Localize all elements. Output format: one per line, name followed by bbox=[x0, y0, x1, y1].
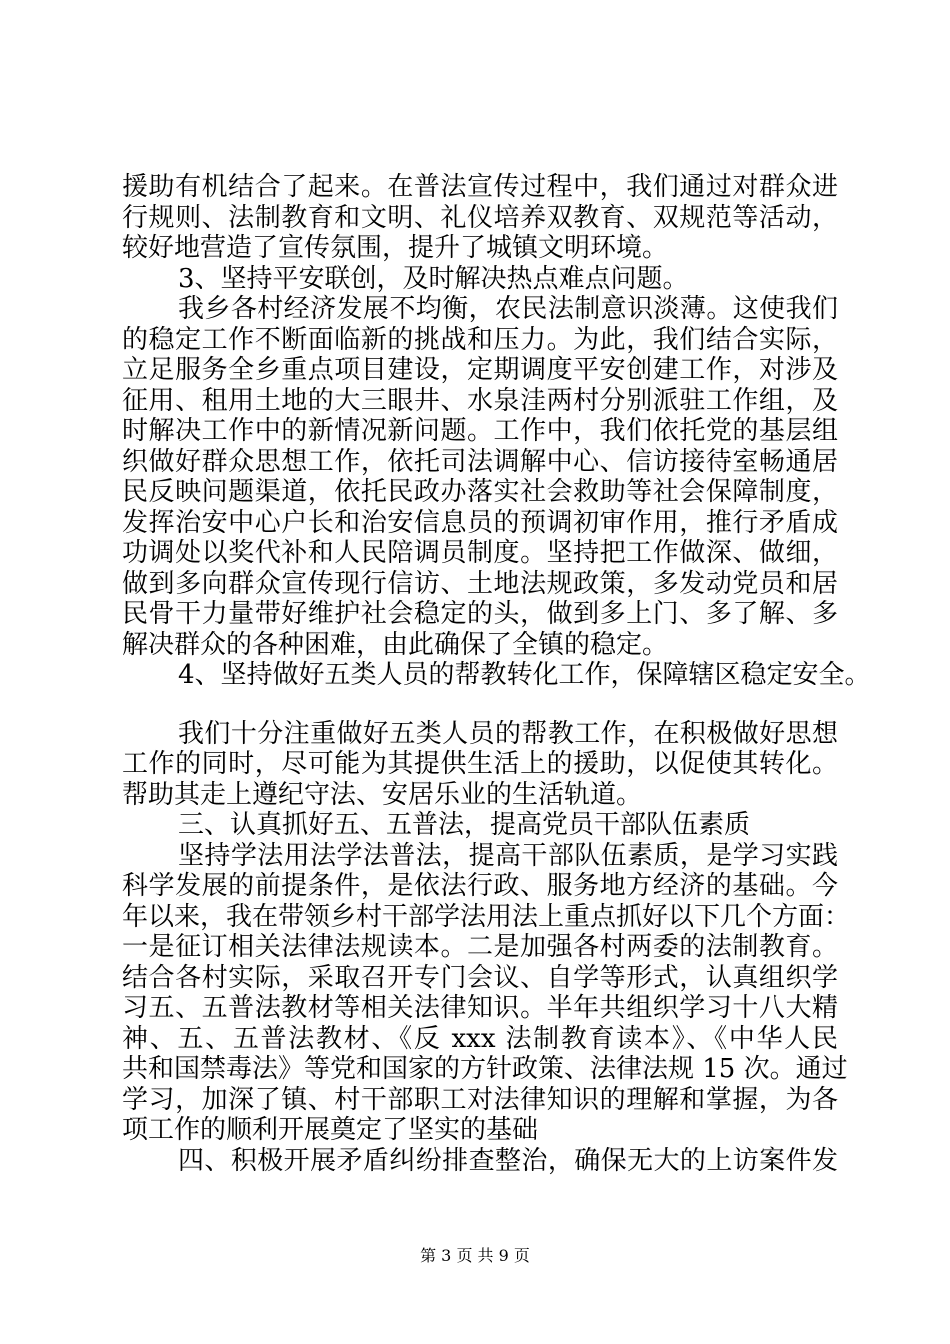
text-line: 工作的同时，尽可能为其提供生活上的援助，以促使其转化。 bbox=[122, 749, 838, 779]
text-line: 的稳定工作不断面临新的挑战和压力。为此，我们结合实际， bbox=[122, 324, 838, 355]
text-line: 结合各村实际，采取召开专门会议、自学等形式，认真组织学 bbox=[122, 962, 838, 993]
text-line: 民骨干力量带好维护社会稳定的头，做到多上门、多了解、多 bbox=[122, 599, 838, 629]
section-heading: 3、坚持平安联创，及时解决热点难点问题。 bbox=[178, 263, 689, 294]
text-line: 坚持学法用法学法普法，提高干部队伍素质，是学习实践 bbox=[178, 840, 838, 871]
text-line: 科学发展的前提条件，是依法行政、服务地方经济的基础。今 bbox=[122, 871, 838, 901]
text-line: 习五、五普法教材等相关法律知识。半年共组织学习十八大精 bbox=[122, 993, 838, 1023]
text-line: 征用、租用土地的大三眼井、水泉洼两村分别派驻工作组，及 bbox=[122, 385, 838, 416]
paragraph-gap bbox=[122, 691, 838, 719]
section-heading: 四、积极开展矛盾纠纷排查整治，确保无大的上访案件发 bbox=[178, 1145, 838, 1176]
section-heading: 三、认真抓好五、五普法，提高党员干部队伍素质 bbox=[178, 810, 751, 840]
text-line: 功调处以奖代补和人民陪调员制度。坚持把工作做深、做细， bbox=[122, 538, 838, 568]
text-line: 我们十分注重做好五类人员的帮教工作，在积极做好思想 bbox=[178, 718, 838, 749]
text-line: 行规则、法制教育和文明、礼仪培养双教育、双规范等活动， bbox=[122, 202, 838, 233]
text-line: 织做好群众思想工作，依托司法调解中心、信访接待室畅通居 bbox=[122, 446, 838, 477]
text-line: 解决群众的各种困难，由此确保了全镇的稳定。 bbox=[122, 629, 669, 660]
text-line: 援助有机结合了起来。在普法宣传过程中，我们通过对群众进 bbox=[122, 172, 838, 202]
page-number-footer: 第 3 页 共 9 页 bbox=[420, 1246, 530, 1265]
text-line: 项工作的顺利开展奠定了坚实的基础 bbox=[122, 1115, 539, 1145]
text-line: 做到多向群众宣传现行信访、土地法规政策，多发动党员和居 bbox=[122, 568, 838, 599]
text-line: 帮助其走上遵纪守法、安居乐业的生活轨道。 bbox=[122, 779, 643, 810]
text-line: 一是征订相关法律法规读本。二是加强各村两委的法制教育。 bbox=[122, 932, 838, 962]
text-line: 时解决工作中的新情况新问题。工作中，我们依托党的基层组 bbox=[122, 416, 838, 446]
text-line: 共和国禁毒法》等党和国家的方针政策、法律法规 15 次。通过 bbox=[122, 1054, 848, 1084]
text-line: 立足服务全乡重点项目建设，定期调度平安创建工作，对涉及 bbox=[122, 355, 838, 385]
text-line: 发挥治安中心户长和治安信息员的预调初审作用，推行矛盾成 bbox=[122, 507, 838, 538]
document-body bbox=[122, 172, 871, 1176]
section-heading: 4、坚持做好五类人员的帮教转化工作，保障辖区稳定安全。 bbox=[178, 660, 871, 690]
text-line: 学习，加深了镇、村干部职工对法律知识的理解和掌握，为各 bbox=[122, 1084, 838, 1115]
text-line: 我乡各村经济发展不均衡，农民法制意识淡薄。这使我们 bbox=[178, 294, 838, 324]
text-line: 神、五、五普法教材、《反 xxx 法制教育读本》、《中华人民 bbox=[122, 1023, 838, 1054]
text-line: 民反映问题渠道，依托民政办落实社会救助等社会保障制度， bbox=[122, 477, 838, 507]
text-line: 年以来，我在带领乡村干部学法用法上重点抓好以下几个方面： bbox=[122, 901, 851, 932]
text-line: 较好地营造了宣传氛围，提升了城镇文明环境。 bbox=[122, 233, 669, 263]
